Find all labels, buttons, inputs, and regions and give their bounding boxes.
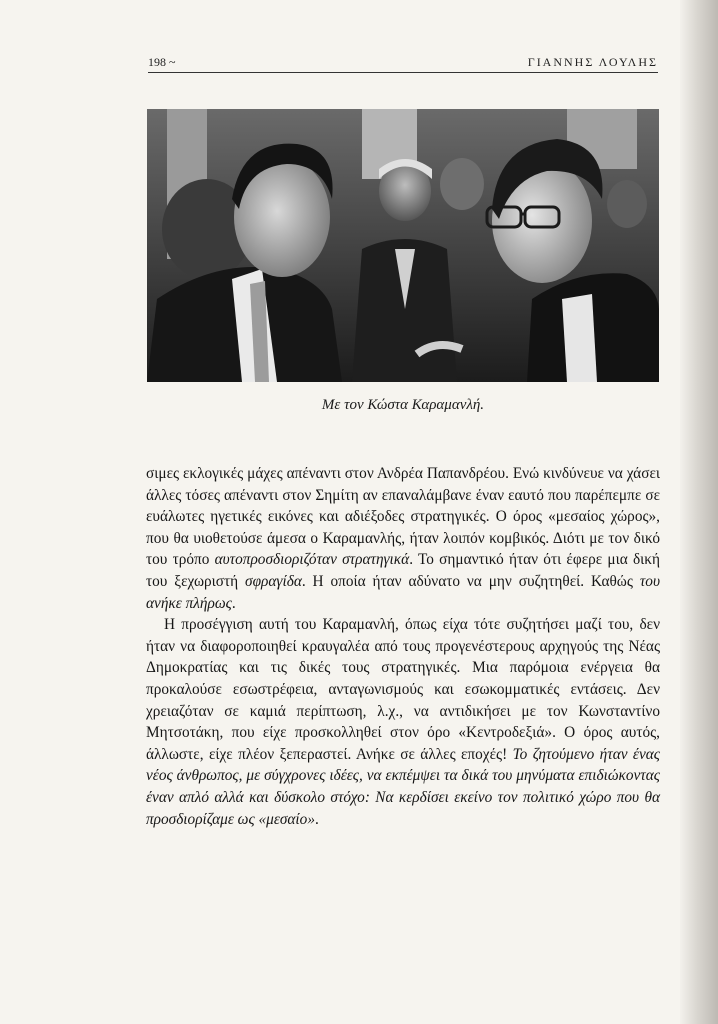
paragraph (146, 614, 660, 830)
emphasis: Το ζητούμενο ήταν ένας νέος άνθρωπος, με σύγχρονες ιδέες, να εκπέμψει τα δικά του μηνύματα επιδιώκοντας έναν απλό αλλά και δύσκολο στόχο: Να κερδίσει εκείνο τον πολιτικό χώρο που θα προσδιορίζαμε ως «μεσαίο» (146, 745, 660, 828)
text-run: . Το σημαντικό ήταν ότι έφερε μια δική του ξεχωριστή (146, 551, 660, 590)
text-run: . (314, 810, 319, 828)
emphasis: αυτοπροσδιοριζόταν στρατηγικά (214, 551, 410, 569)
running-head (148, 55, 658, 73)
paragraph (146, 463, 660, 614)
emphasis: σφραγίδα (245, 572, 302, 590)
emphasis: του ανήκε πλήρως (146, 572, 660, 612)
header-rule (148, 72, 658, 73)
photograph (147, 109, 659, 382)
text-run: . Η οποία ήταν αδύνατο να μην συζητηθεί. Καθώς (301, 572, 640, 590)
text-run: . (231, 594, 236, 612)
body-text (146, 463, 660, 830)
page-number: 198 ~ (148, 55, 176, 69)
text-run: Η προσέγγιση αυτή του Καραμανλή, όπως είχα τότε συζητήσει μαζί του, δεν ήταν να διαφοροποιηθεί κραυγαλέα από τους προγενέστερους αρχηγούς της Νέας Δημοκρατίας και τις δικές τους στρατηγικές. Μια παρόμοια ενέργεια θα προκαλούσε εσωστρέφεια, ανταγωνισμούς και εσωκομματικές εντάσεις. Δεν χρειαζόταν σε καμιά περίπτωση, λ.χ., να αντιδικήσει με τον Κωνσταντίνο Μητσοτάκη, που είχε προσκολληθεί στον όρο «Κεντροδεξιά». Ο όρος αυτός, άλλωστε, είχε πλέον ξεπεραστεί. Ανήκε σε άλλες εποχές! (146, 616, 660, 763)
running-title: ΓΙΑΝΝΗΣ ΛΟΥΛΗΣ (527, 55, 658, 69)
photo-caption: Με τον Κώστα Καραμανλή. (321, 397, 485, 413)
page-gutter-shadow (680, 0, 718, 1024)
text-run: σιμες εκλογικές μάχες απέναντι στον Ανδρέα Παπανδρέου. Ενώ κινδύνευε να χάσει άλλες τόσες απέναντι στον Σημίτη αν επαναλάμβανε έναν εαυτό που παρέπεμπε σε ευάλωτες ηγετικές εικόνες και αδιέξοδες στρατηγικές. Ο όρος «μεσαίος χώρος», που θα υιοθετούσε άμεσα ο Καραμανλής, ήταν λοιπόν κομβικός. Διότι με τον δικό του τρόπο (146, 465, 660, 569)
photograph-image (147, 109, 659, 382)
